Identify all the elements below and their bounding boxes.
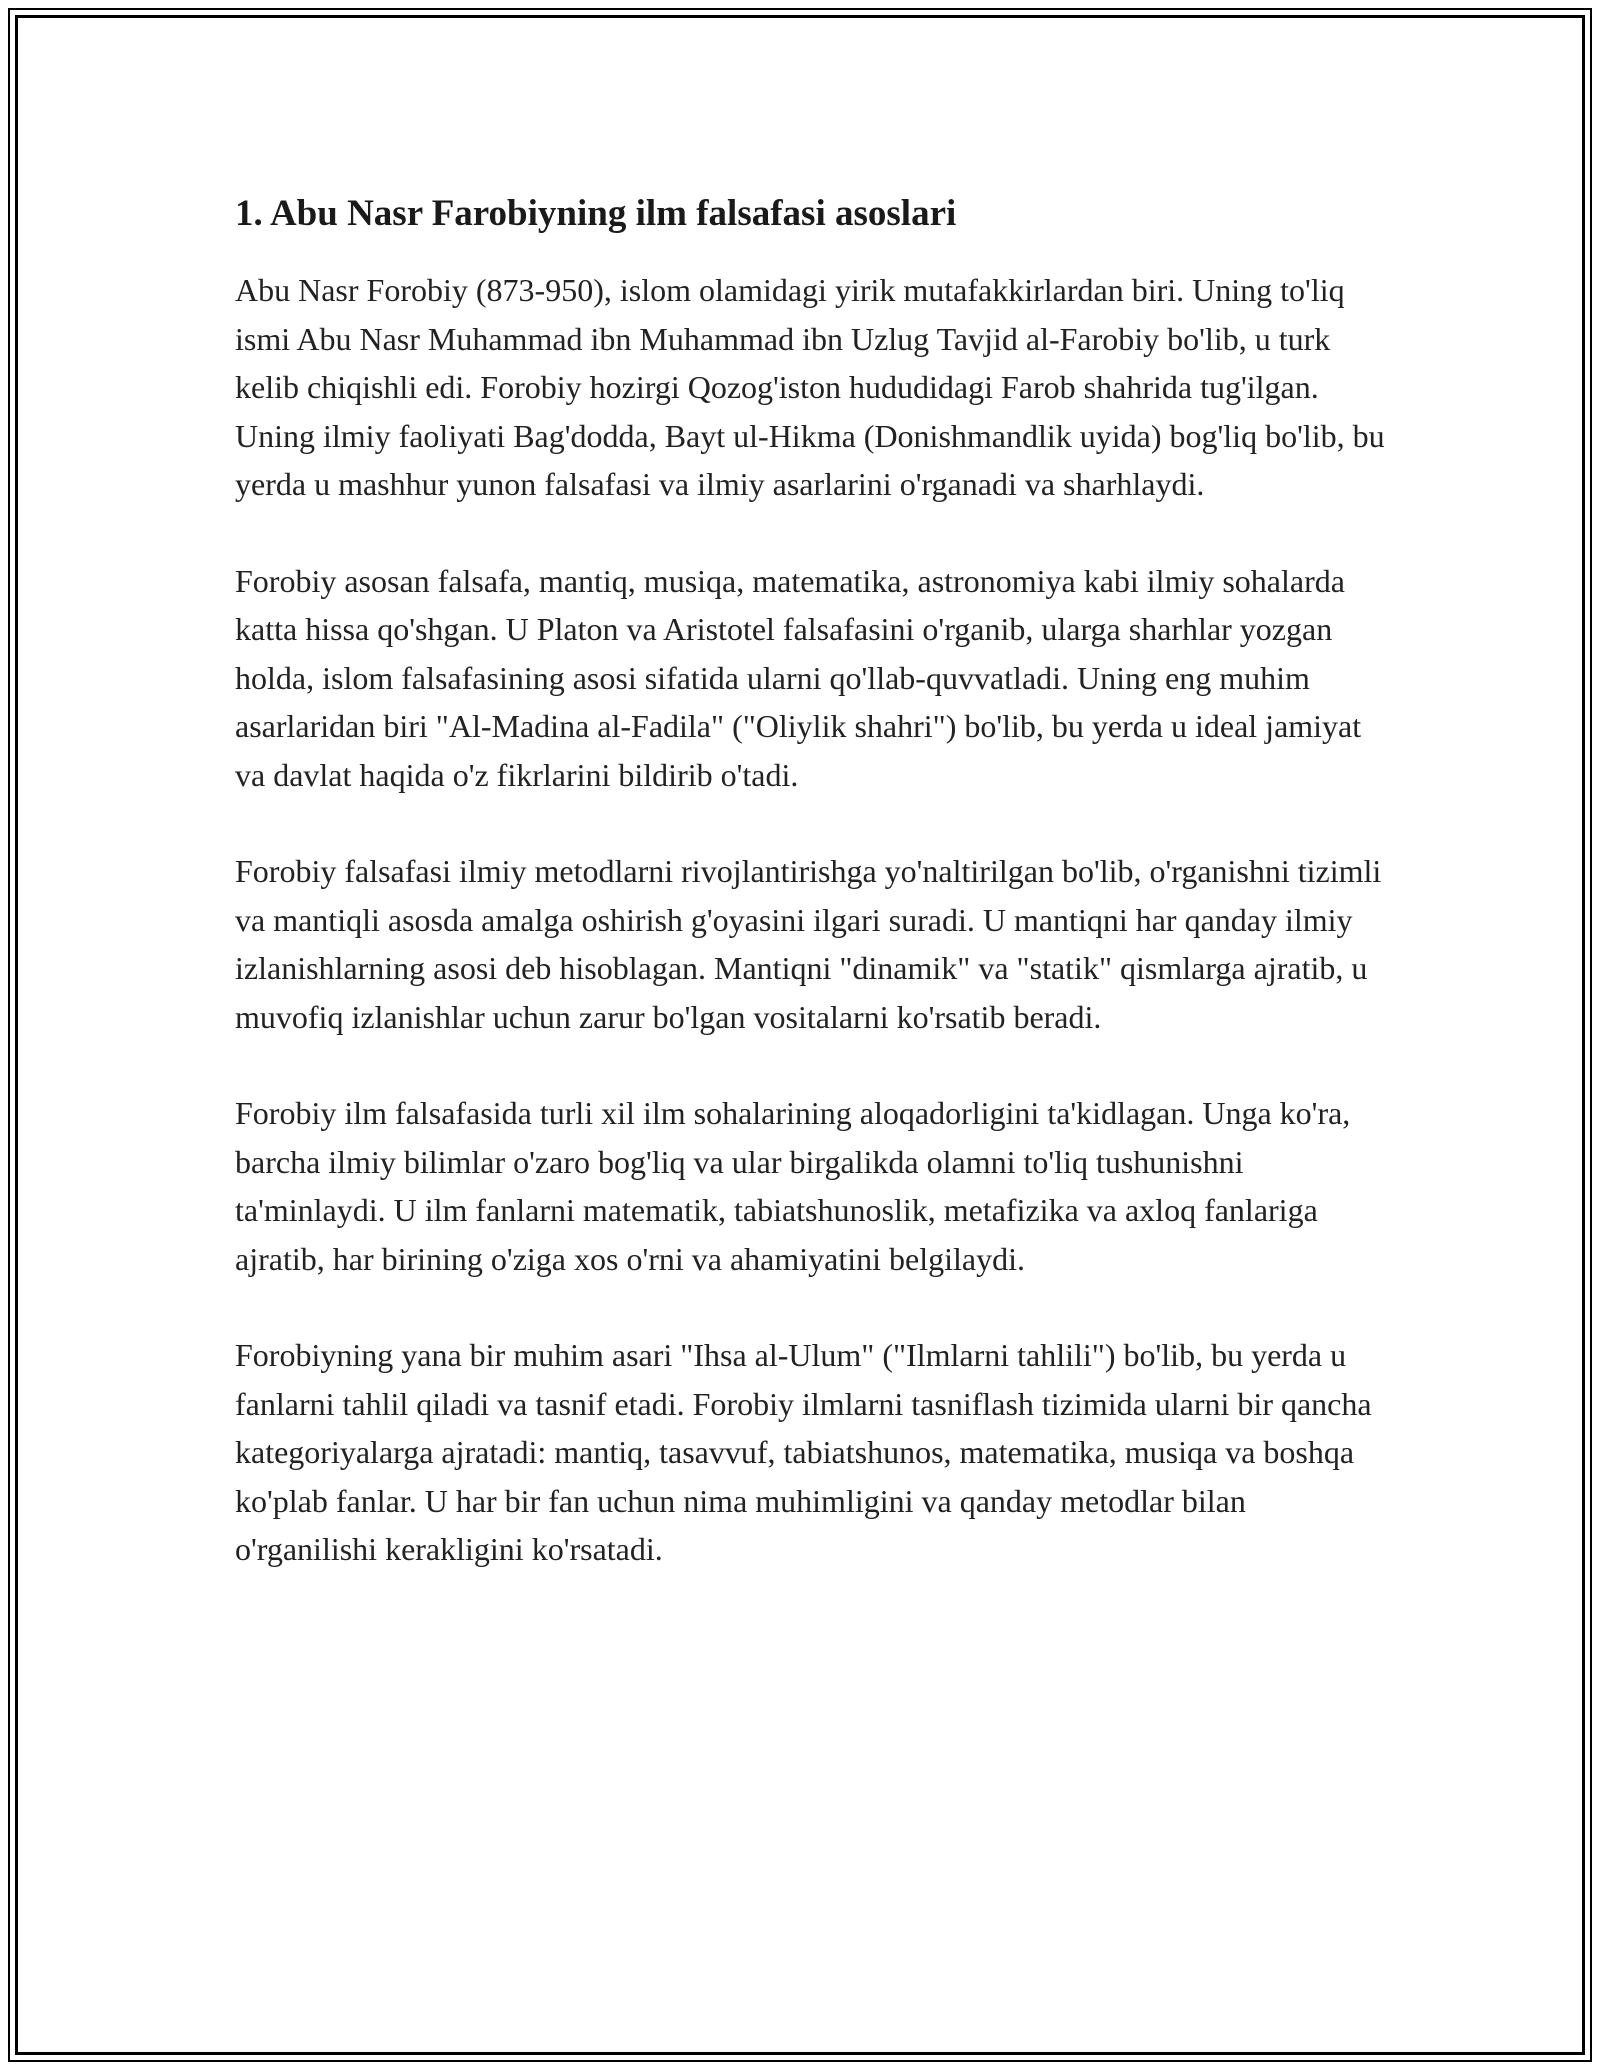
paragraph-5: Forobiyning yana bir muhim asari "Ihsa al-Ulum" ("Ilmlarni tahlili") bo'lib, bu yerda u fanlarni tahlil qiladi va tasnif etadi. Forobiy ilmlarni tasniflash tizimida ularni bir qancha kategoriyalarga ajratadi: mantiq, tasavvuf, tabiatshunos, matematika, musiqa va boshqa ko'plab fanlar. U har bir fan uchun nima muhimligini va qanday metodlar bilan o'rganilishi kerakligini ko'rsatadi.: [235, 1337, 1372, 1567]
page-title: 1. Abu Nasr Farobiyning ilm falsafasi asoslari: [235, 193, 957, 234]
paragraph-4: Forobiy ilm falsafasida turli xil ilm sohalarining aloqadorligini ta'kidlagan. Unga ko'ra, barcha ilmiy bilimlar o'zaro bog'liq va ular birgalikda olamni to'liq tushunishni ta'minlaydi. U ilm fanlarni matematik, tabiatshunoslik, metafizika va axloq fanlariga ajratib, har birining o'ziga xos o'rni va ahamiyatini belgilaydi.: [235, 1095, 1351, 1277]
paragraph-3: Forobiy falsafasi ilmiy metodlarni rivojlantirishga yo'naltirilgan bo'lib, o'rganishni tizimli va mantiqli asosda amalga oshirish g'oyasini ilgari suradi. U mantiqni har qanday ilmiy izlanishlarning asosi deb hisoblagan. Mantiqni "dinamik" va "statik" qismlarga ajratib, u muvofiq izlanishlar uchun zarur bo'lgan vositalarni ko'rsatib beradi.: [235, 853, 1382, 1035]
paragraph-1: Abu Nasr Forobiy (873-950), islom olamidagi yirik mutafakkirlardan biri. Uning to'liq ismi Abu Nasr Muhammad ibn Muhammad ibn Uzlug Tavjid al-Farobiy bo'lib, u turk kelib chiqishli edi. Forobiy hozirgi Qozog'iston hududidagi Farob shahrida tug'ilgan. Uning ilmiy faoliyati Bag'dodda, Bayt ul-Hikma (Donishmandlik uyida) bog'liq bo'lib, bu yerda u mashhur yunon falsafasi va ilmiy asarlarini o'rganadi va sharhlaydi.: [235, 272, 1385, 502]
paragraph-2: Forobiy asosan falsafa, mantiq, musiqa, matematika, astronomiya kabi ilmiy sohalarda katta hissa qo'shgan. U Platon va Aristotel falsafasini o'rganib, ularga sharhlar yozgan holda, islom falsafasining asosi sifatida ularni qo'llab-quvvatladi. Uning eng muhim asarlaridan biri "Al-Madina al-Fadila" ("Oliylik shahri") bo'lib, bu yerda u ideal jamiyat va davlat haqida o'z fikrlarini bildirib o'tadi.: [235, 562, 1362, 793]
document-body: [235, 186, 1385, 1574]
